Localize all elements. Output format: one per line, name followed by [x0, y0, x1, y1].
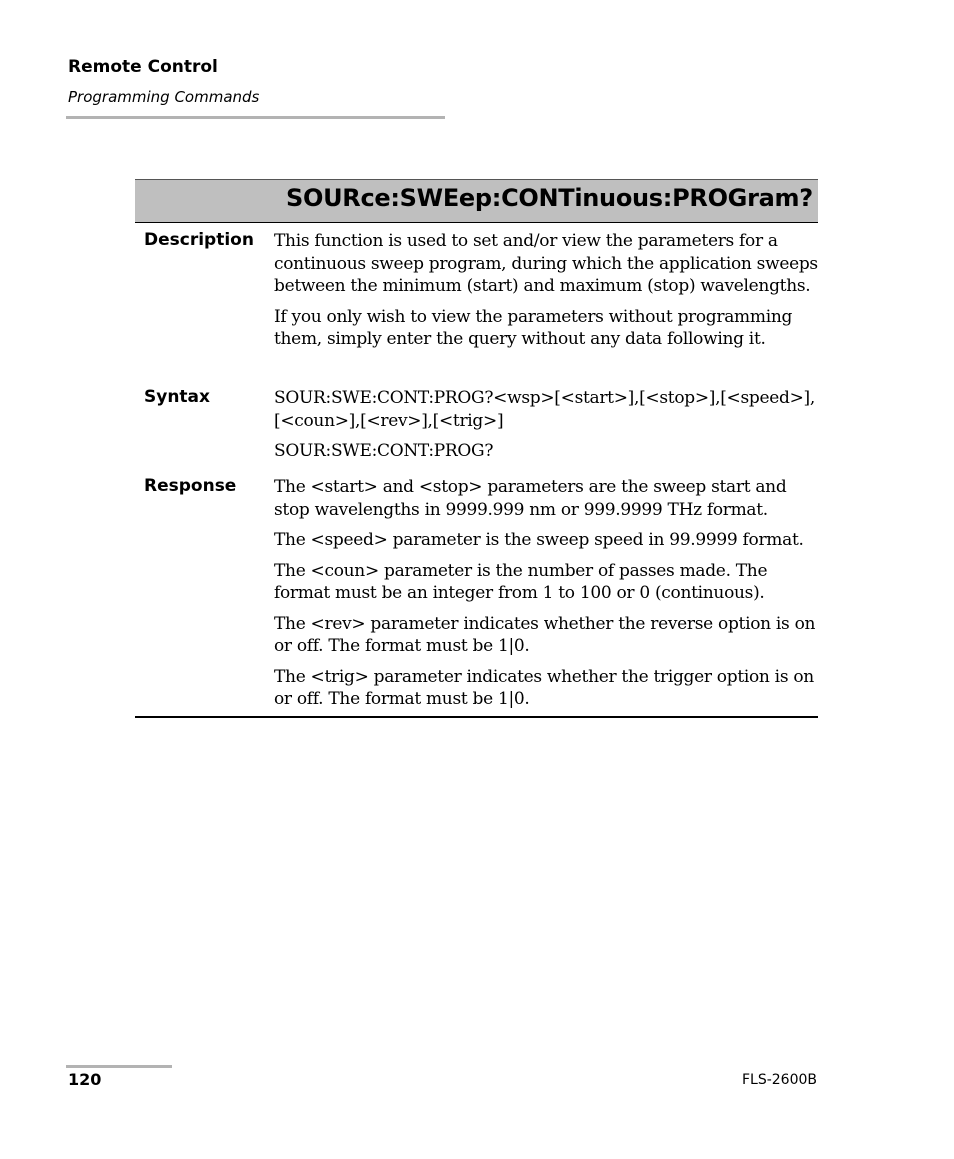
syntax-label: Syntax — [144, 387, 210, 407]
response-paragraph: The <rev> parameter indicates whether the reverse option is on or off. The format must be 1|0. — [274, 613, 816, 656]
description-paragraph: This function is used to set and/or view the parameters for a continuous sweep program, during which the application sweeps between the minimum (start) and maximum (stop) wavelengths. — [274, 231, 818, 296]
product-name: FLS-2600B — [741, 1072, 817, 1088]
response-paragraph: The <trig> parameter indicates whether the trigger option is on or off. The format must be 1|0. — [274, 666, 814, 709]
syntax-content — [274, 387, 819, 471]
response-paragraph: The <coun> parameter is the number of passes made. The format must be an integer from 1 to 100 or 0 (continuous). — [274, 560, 768, 603]
response-content — [274, 476, 819, 719]
description-paragraph: If you only wish to view the parameters without programming them, simply enter the query without any data following it. — [274, 306, 793, 349]
response-paragraph: The <speed> parameter is the sweep speed in 99.9999 format. — [274, 530, 804, 550]
command-header — [135, 179, 818, 223]
header-divider — [66, 116, 445, 119]
response-paragraph: The <start> and <stop> parameters are the sweep start and stop wavelengths in 9999.999 nm or 999.9999 THz format. — [274, 477, 787, 520]
page-number: 120 — [68, 1070, 102, 1089]
syntax-paragraph: SOUR:SWE:CONT:PROG? — [274, 441, 494, 461]
description-content — [274, 230, 819, 359]
command-name: SOURce:SWEep:CONTinuous:PROGram? — [286, 184, 813, 212]
description-label: Description — [144, 230, 254, 250]
section-subtitle: Programming Commands — [68, 88, 260, 106]
footer-divider — [66, 1065, 172, 1068]
table-bottom-divider — [135, 716, 818, 718]
syntax-paragraph: SOUR:SWE:CONT:PROG?<wsp>[<start>],[<stop>],[<speed>],[<coun>],[<rev>],[<trig>] — [274, 388, 815, 431]
section-title: Remote Control — [68, 57, 218, 77]
response-label: Response — [144, 476, 237, 496]
